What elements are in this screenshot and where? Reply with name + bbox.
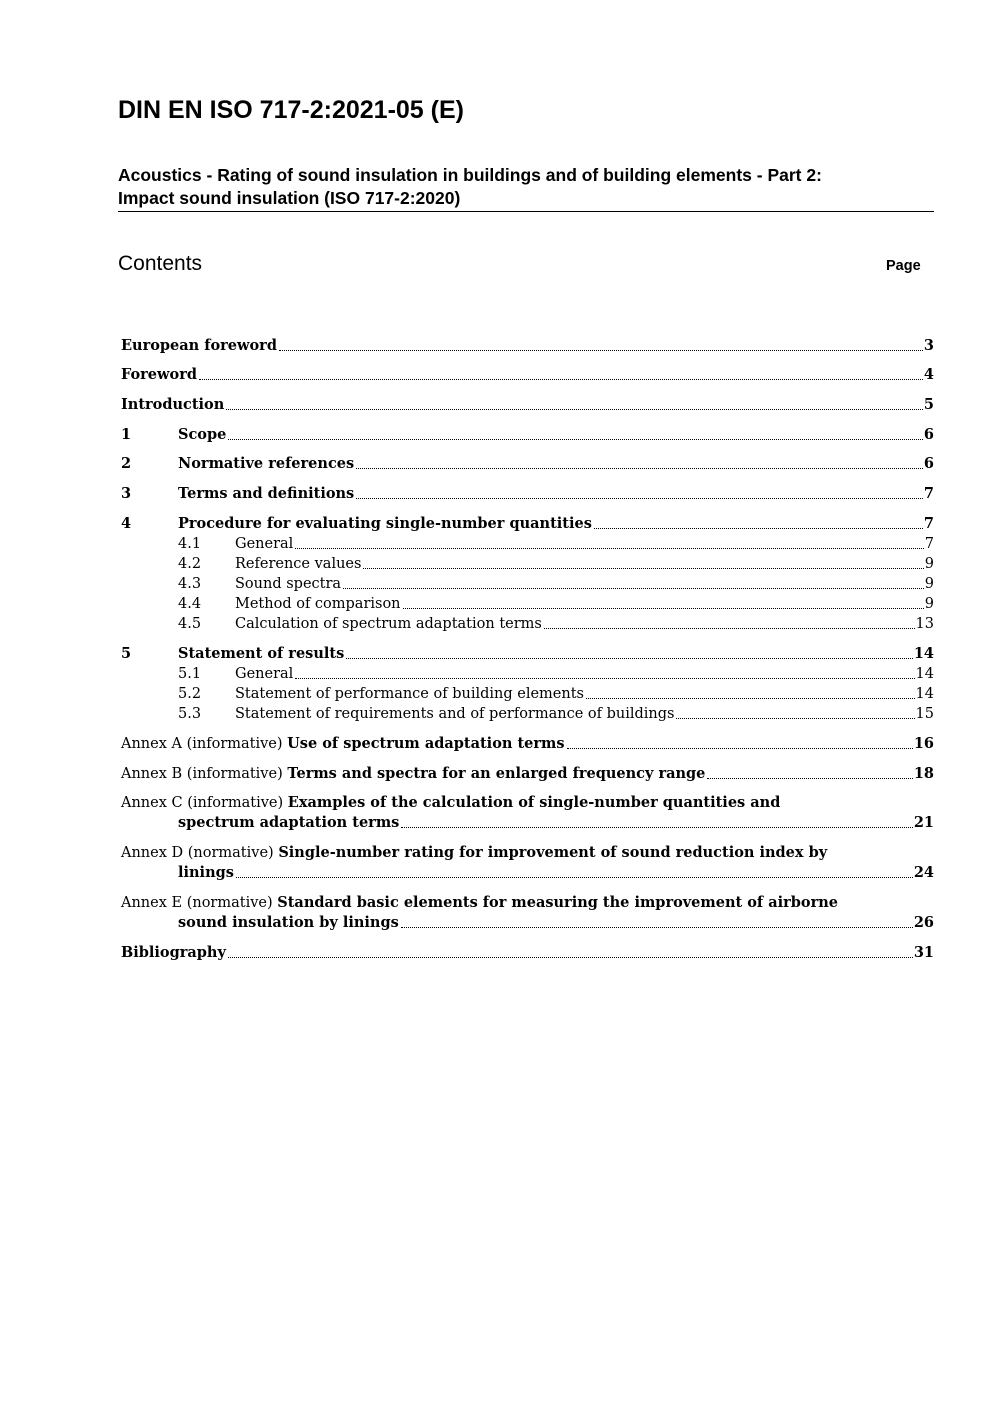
toc-leader bbox=[226, 409, 923, 410]
toc-entry-title: General bbox=[235, 536, 294, 552]
toc-entry-annex-c-line1[interactable] bbox=[121, 793, 780, 813]
annex-title: Terms and spectra for an enlarged frequency range bbox=[287, 765, 706, 782]
toc-entry-title: General bbox=[235, 666, 294, 682]
toc-leader bbox=[363, 568, 923, 569]
toc-entry-4-2-reference-values[interactable] bbox=[121, 554, 934, 574]
annex-prefix: Annex C (informative) bbox=[121, 795, 288, 811]
toc-clause-number: 3 bbox=[121, 485, 132, 502]
toc-entry-annex-d-line1[interactable] bbox=[121, 843, 827, 863]
toc-entry-title: Statement of performance of building elements bbox=[235, 686, 584, 702]
toc-entry-4-4-method-of-comparison[interactable] bbox=[121, 594, 934, 614]
toc-entry-annex-e-line1[interactable] bbox=[121, 893, 838, 913]
toc-entry-title bbox=[121, 734, 565, 754]
toc-entry-foreword[interactable] bbox=[121, 365, 934, 385]
toc-entry-annex-a[interactable] bbox=[121, 734, 934, 754]
annex-prefix: Annex E (normative) bbox=[121, 895, 278, 911]
toc-entry-title: Scope bbox=[178, 426, 227, 443]
toc-entry-4-1-general[interactable] bbox=[121, 534, 934, 554]
toc-page-number: 6 bbox=[923, 426, 934, 443]
toc-leader bbox=[199, 379, 923, 380]
toc-clause-number: 2 bbox=[121, 455, 132, 472]
page-column-label: Page bbox=[886, 258, 921, 274]
toc-leader bbox=[228, 957, 913, 958]
toc-entry-title: Procedure for evaluating single-number quantities bbox=[178, 515, 592, 532]
toc-leader bbox=[295, 548, 923, 549]
toc-entry-title: Foreword bbox=[121, 366, 197, 383]
toc-page-number: 16 bbox=[913, 735, 934, 752]
toc-clause-number: 5.2 bbox=[178, 686, 202, 702]
toc-leader bbox=[594, 528, 923, 529]
toc-entry-title: spectrum adaptation terms bbox=[178, 814, 400, 831]
toc-clause-number: 5.1 bbox=[178, 666, 202, 682]
toc-clause-number: 4.3 bbox=[178, 576, 202, 592]
toc-leader bbox=[707, 778, 912, 779]
toc-entry-title: Terms and definitions bbox=[178, 485, 355, 502]
toc-entry-scope[interactable] bbox=[121, 425, 934, 445]
toc-entry-title: Statement of requirements and of performance of buildings bbox=[235, 706, 675, 722]
toc-leader bbox=[676, 718, 914, 719]
annex-prefix: Annex D (normative) bbox=[121, 845, 279, 861]
toc-entry-4-5-spectrum-adaptation[interactable] bbox=[121, 614, 934, 634]
toc-entry-5-2-building-elements[interactable] bbox=[121, 684, 934, 704]
toc-entry-annex-e[interactable] bbox=[178, 913, 934, 933]
toc-page-number: 14 bbox=[913, 645, 934, 662]
toc-page-number: 14 bbox=[915, 666, 934, 682]
toc-clause-number: 5 bbox=[121, 645, 132, 662]
toc-entry-terms-and-definitions[interactable] bbox=[121, 484, 934, 504]
toc-page-number: 7 bbox=[923, 485, 934, 502]
toc-page-number: 13 bbox=[915, 616, 934, 632]
subtitle-line-2: Impact sound insulation (ISO 717-2:2020) bbox=[118, 188, 461, 208]
toc-clause-number: 4.5 bbox=[178, 616, 202, 632]
toc-page-number: 31 bbox=[913, 944, 934, 961]
toc-clause-number: 4.1 bbox=[178, 536, 202, 552]
toc-clause-number: 5.3 bbox=[178, 706, 202, 722]
toc-leader bbox=[356, 498, 923, 499]
toc-entry-annex-d[interactable] bbox=[178, 863, 934, 883]
toc-entry-european-foreword[interactable] bbox=[121, 336, 934, 356]
toc-entry-title: linings bbox=[178, 864, 234, 881]
toc-page-number: 5 bbox=[923, 396, 934, 413]
toc-page-number: 9 bbox=[924, 596, 934, 612]
toc-entry-statement-of-results[interactable] bbox=[121, 644, 934, 664]
toc-entry-title: Statement of results bbox=[178, 645, 345, 662]
toc-entry-5-3-requirements[interactable] bbox=[121, 704, 934, 724]
toc-entry-annex-b[interactable] bbox=[121, 764, 934, 784]
toc-entry-introduction[interactable] bbox=[121, 395, 934, 415]
document-id: DIN EN ISO 717-2:2021-05 (E) bbox=[118, 96, 464, 124]
toc-leader bbox=[356, 468, 923, 469]
toc-entry-title: European foreword bbox=[121, 337, 277, 354]
toc-page-number: 7 bbox=[924, 536, 934, 552]
toc-page-number: 4 bbox=[923, 366, 934, 383]
toc-page-number: 15 bbox=[915, 706, 934, 722]
toc-clause-number: 4 bbox=[121, 515, 132, 532]
toc-entry-annex-c[interactable] bbox=[178, 813, 934, 833]
toc-page-number: 6 bbox=[923, 455, 934, 472]
toc-entry-title: Normative references bbox=[178, 455, 355, 472]
annex-title-line1: Standard basic elements for measuring the improvement of airborne bbox=[277, 894, 838, 911]
toc-entry-normative-references[interactable] bbox=[121, 454, 934, 474]
toc-entry-title: Introduction bbox=[121, 396, 225, 413]
toc-entry-5-1-general[interactable] bbox=[121, 664, 934, 684]
toc-leader bbox=[346, 658, 913, 659]
toc-entry-title: sound insulation by linings bbox=[178, 914, 399, 931]
toc-leader bbox=[228, 439, 923, 440]
annex-title-line1: Single-number rating for improvement of sound reduction index by bbox=[278, 844, 828, 861]
contents-heading: Contents bbox=[118, 252, 203, 275]
toc-leader bbox=[544, 628, 915, 629]
toc-leader bbox=[401, 927, 913, 928]
toc-page-number: 24 bbox=[913, 864, 934, 881]
toc-entry-title: Method of comparison bbox=[235, 596, 401, 612]
toc-leader bbox=[236, 877, 913, 878]
toc-clause-number: 1 bbox=[121, 426, 132, 443]
annex-prefix: Annex A (informative) bbox=[121, 736, 288, 752]
toc-leader bbox=[279, 350, 923, 351]
annex-title-line1: Examples of the calculation of single-number quantities and bbox=[287, 794, 781, 811]
toc-leader bbox=[403, 608, 924, 609]
annex-title: Use of spectrum adaptation terms bbox=[287, 735, 565, 752]
toc-leader bbox=[343, 588, 924, 589]
toc-entry-4-3-sound-spectra[interactable] bbox=[121, 574, 934, 594]
toc-page-number: 14 bbox=[915, 686, 934, 702]
toc-entry-title bbox=[121, 764, 705, 784]
toc-entry-title: Bibliography bbox=[121, 944, 226, 961]
toc-entry-title: Calculation of spectrum adaptation terms bbox=[235, 616, 542, 632]
toc-clause-number: 4.2 bbox=[178, 556, 202, 572]
toc-entry-procedure[interactable] bbox=[121, 514, 934, 534]
toc-page-number: 7 bbox=[923, 515, 934, 532]
toc-leader bbox=[567, 748, 913, 749]
toc-page-number: 9 bbox=[924, 576, 934, 592]
toc-page-number: 9 bbox=[924, 556, 934, 572]
toc-leader bbox=[586, 698, 915, 699]
toc-entry-title: Sound spectra bbox=[235, 576, 342, 592]
toc-leader bbox=[401, 827, 912, 828]
toc-page-number: 26 bbox=[913, 914, 934, 931]
toc-leader bbox=[295, 678, 914, 679]
subtitle-line-1: Acoustics - Rating of sound insulation in buildings and of building elements - Part 2: bbox=[118, 165, 822, 185]
toc-entry-bibliography[interactable] bbox=[121, 943, 934, 963]
toc-page-number: 21 bbox=[913, 814, 934, 831]
toc-entry-title: Reference values bbox=[235, 556, 362, 572]
annex-prefix: Annex B (informative) bbox=[121, 766, 288, 782]
toc-clause-number: 4.4 bbox=[178, 596, 202, 612]
toc-page-number: 3 bbox=[923, 337, 934, 354]
toc-page-number: 18 bbox=[913, 765, 934, 782]
